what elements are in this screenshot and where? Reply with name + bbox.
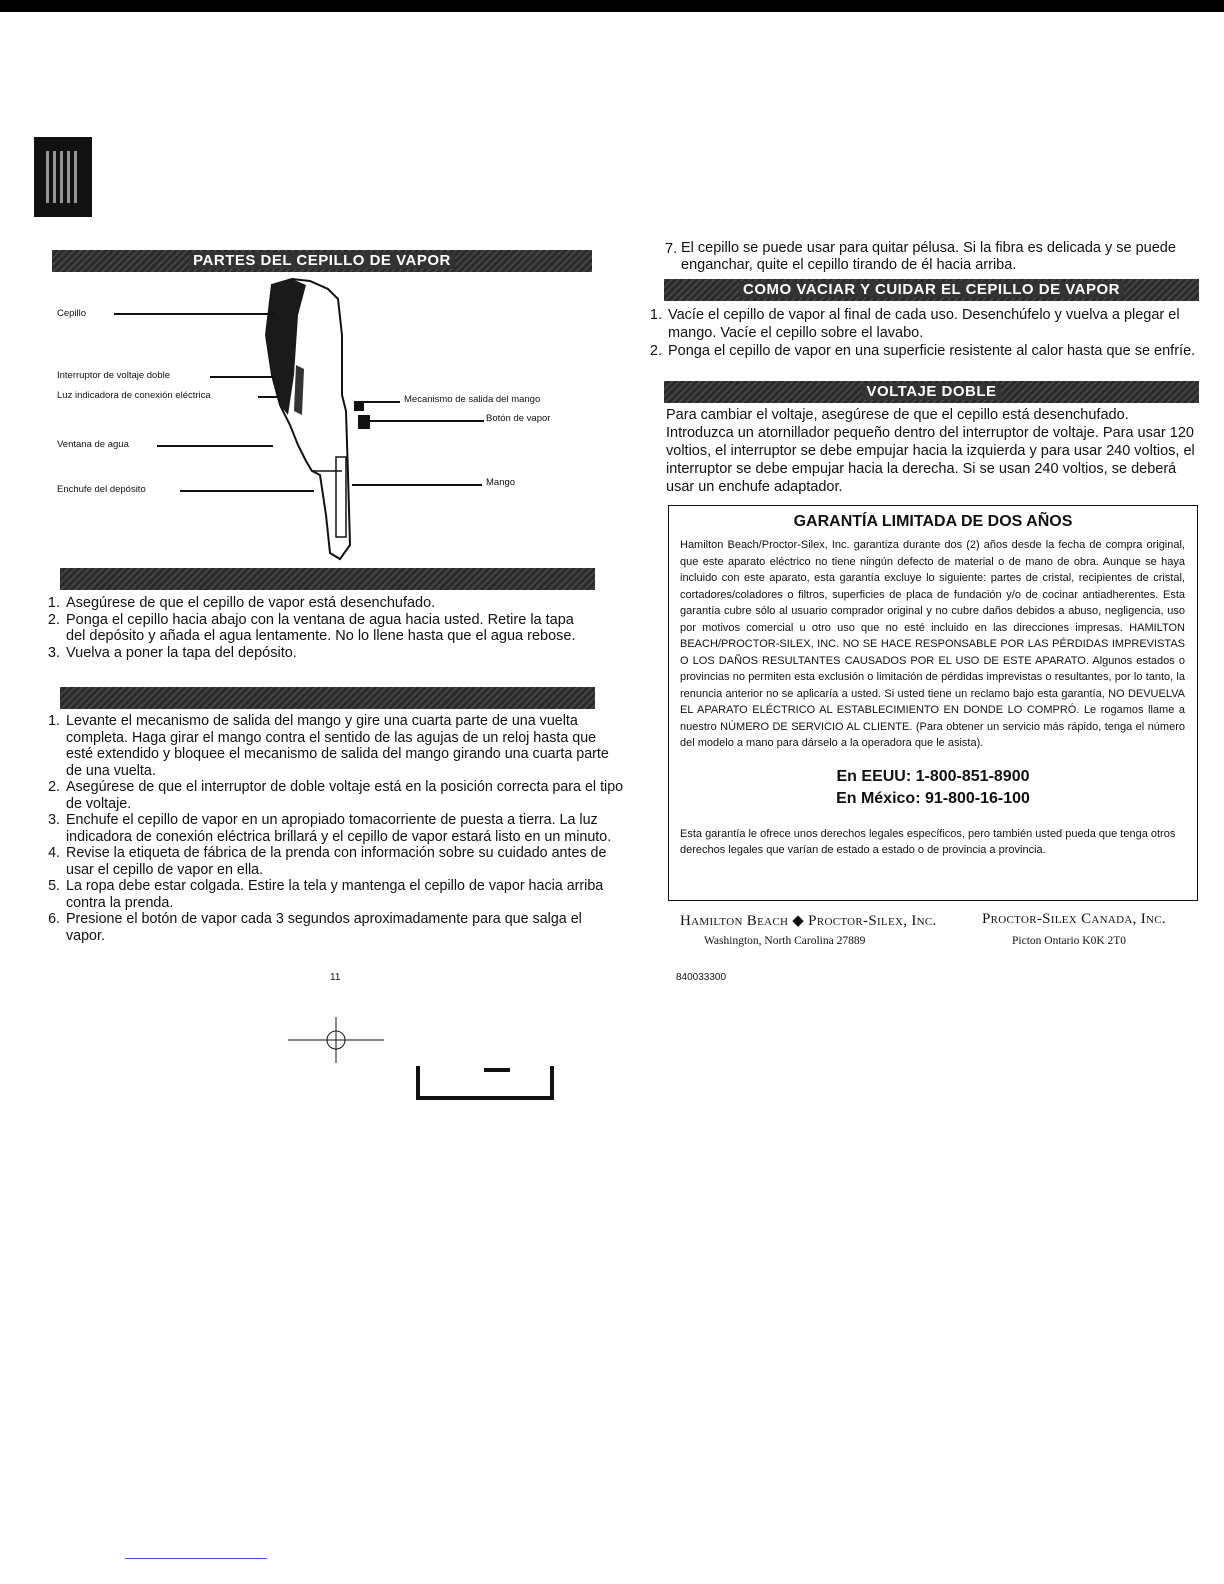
company-ca-name: Proctor-Silex Canada, Inc. bbox=[982, 911, 1166, 927]
list-item: 2. Asegúrese de que el interruptor de doble voltaje está en la posición correcta para el tipo de voltaje. bbox=[64, 779, 624, 812]
warranty-box bbox=[668, 505, 1198, 901]
list-item: 6. Presione el botón de vapor cada 3 segundos aproximadamente para que salga el vapor. bbox=[64, 911, 624, 944]
section-band-care bbox=[664, 279, 1199, 301]
page-number: 11 bbox=[330, 972, 341, 983]
warranty-body: Hamilton Beach/Proctor-Silex, Inc. garantiza durante dos (2) años desde la fecha de compra original, que este aparato eléctrico no tiene ningún defecto de material o de mano de obra. Aunque se haya incluido con este aparato, esta garantía excluye lo siguiente: partes de cristal, recipientes de cristal, cortadores/coladores o filtros, superficies de placa de fundación y/o de cocinar antiadherentes. Esta garantía cubre sólo al usuario comprador original y no cubre daños debidos a abuso, negligencia, uso por motivos comercial u otro uso que no esté incluido en las direcciones impresas. HAMILTON BEACH/PROCTOR-SILEX, INC. NO SE HACE RESPONSABLE POR LAS PÉRDIDAS IMPREVISTAS O LOS DAÑOS RESULTANTES CAUSADOS POR EL USO DE ESTE APARATO. Algunos estados o provincias no permiten esta exclusión o limitación de pérdidas imprevistas o resultantes, por lo tanto, la renuncia anterior no se aplicaría a usted. Si usted tiene un reclamo bajo esta garantía, NO DEVUELVA EL APARATO ELÉCTRICO AL ESTABLECIMIENTO EN DONDE LO COMPRÓ. Le rogamos llame a nuestro NÚMERO DE SERVICIO AL CLIENTE. (Para obtener un servicio más rápido, tenga el número del modelo a mano para dárselo a la operadora que le asista). bbox=[680, 539, 1185, 749]
leader-line bbox=[370, 420, 484, 422]
section-band-parts bbox=[52, 250, 592, 272]
binding-bracket bbox=[414, 1064, 556, 1104]
warranty-phone-mx: En México: 91-800-16-100 bbox=[836, 789, 1030, 807]
leader-line bbox=[157, 445, 273, 447]
leader-line bbox=[352, 484, 482, 486]
company-us-name: Hamilton Beach ◆ Proctor-Silex, Inc. bbox=[680, 913, 937, 929]
section-title-care: COMO VACIAR Y CUIDAR EL CEPILLO DE VAPOR bbox=[739, 281, 1124, 298]
voltage-instructions: Para cambiar el voltaje, asegúrese de que el cepillo está desenchufado. Introduzca un atornillador pequeño dentro del interruptor de voltaje. Para usar 120 voltios, el interruptor se debe empujar hacia la izquierda y para usar 240 voltios, el interruptor se debe empujar hacia la derecha. Si se usan 240 voltios, se deberá usar un enchufe adaptador. bbox=[666, 407, 1195, 495]
top-edge-bar bbox=[0, 0, 1224, 12]
label-mango: Mango bbox=[486, 477, 516, 488]
label-cepillo: Cepillo bbox=[57, 308, 87, 319]
label-interruptor: Interruptor de voltaje doble bbox=[57, 370, 171, 381]
leader-line bbox=[114, 313, 274, 315]
language-tab-marker bbox=[34, 137, 92, 217]
list-item: 2. Ponga el cepillo de vapor en una superficie resistente al calor hasta que se enfríe. bbox=[666, 342, 1224, 360]
list-item: 3. Enchufe el cepillo de vapor en un apropiado tomacorriente de puesta a tierra. La luz indicadora de conexión eléctrica brillará y el cepillo de vapor estará listo en un minuto. bbox=[64, 812, 624, 845]
step-7-number: 7. bbox=[665, 241, 678, 257]
label-boton: Botón de vapor bbox=[486, 413, 551, 424]
step-7: El cepillo se puede usar para quitar pélusa. Si la fibra es delicada y se puede enganchar, quite el cepillo tirando de él hacia arriba. bbox=[681, 240, 1176, 273]
warranty-phone-us: En EEUU: 1-800-851-8900 bbox=[836, 767, 1030, 785]
label-ventana: Ventana de agua bbox=[57, 439, 129, 450]
list-item: 1. Vacíe el cepillo de vapor al final de cada uso. Desenchúfelo y vuelva a plegar el mango. Vacíe el cepillo sobre el lavabo. bbox=[666, 306, 1224, 342]
section-title-voltage: VOLTAJE DOBLE bbox=[862, 383, 1000, 400]
leader-line bbox=[210, 376, 274, 378]
leader-line bbox=[180, 490, 314, 492]
list-item: 4. Revise la etiqueta de fábrica de la prenda con información sobre su cuidado antes de usar el cepillo de vapor en ella. bbox=[64, 845, 624, 878]
list-item: 3. Vuelva a poner la tapa del depósito. bbox=[64, 645, 589, 662]
section-band-voltage bbox=[664, 381, 1199, 403]
list-item: 1. Levante el mecanismo de salida del mango y gire una cuarta parte de una vuelta completa. Haga girar el mango contra el sentido de las agujas de un reloj hasta que esté extendido y bloquee el mecanismo de salida del mango girando una cuarta parte de una vuelta. bbox=[64, 713, 624, 779]
bottom-rule bbox=[125, 1558, 267, 1559]
registration-mark bbox=[288, 1015, 388, 1065]
company-ca-address: Picton Ontario K0K 2T0 bbox=[1012, 935, 1127, 947]
steamer-illustration bbox=[250, 275, 370, 565]
label-mecanismo: Mecanismo de salida del mango bbox=[404, 394, 541, 405]
label-luz: Luz indicadora de conexión eléctrica bbox=[57, 390, 211, 401]
part-number: 840033300 bbox=[676, 972, 727, 983]
section-band-use bbox=[60, 687, 595, 709]
leader-line bbox=[364, 401, 400, 403]
section-band-fill bbox=[60, 568, 595, 590]
list-item: 2. Ponga el cepillo hacia abajo con la ventana de agua hacia usted. Retire la tapa del depósito y añada el agua lentamente. No lo llene hasta que el agua rebose. bbox=[64, 612, 589, 645]
warranty-footer: Esta garantía le ofrece unos derechos legales específicos, pero también usted pueda que tenga otros derechos legales que varían de estado a estado o de provincia a provincia. bbox=[680, 827, 1176, 856]
leader-line bbox=[258, 396, 278, 398]
fill-steps-list bbox=[38, 595, 589, 661]
list-item: 1. Asegúrese de que el cepillo de vapor está desenchufado. bbox=[64, 595, 589, 612]
list-item: 5. La ropa debe estar colgada. Estire la tela y mantenga el cepillo de vapor hacia arriba contra la prenda. bbox=[64, 878, 624, 911]
section-title-parts: PARTES DEL CEPILLO DE VAPOR bbox=[189, 252, 455, 269]
label-enchufe: Enchufe del depósito bbox=[57, 484, 146, 495]
care-steps-list bbox=[640, 306, 1224, 360]
warranty-title: GARANTÍA LIMITADA DE DOS AÑOS bbox=[793, 513, 1073, 530]
company-us-address: Washington, North Carolina 27889 bbox=[704, 935, 866, 947]
use-steps-list bbox=[38, 713, 624, 944]
